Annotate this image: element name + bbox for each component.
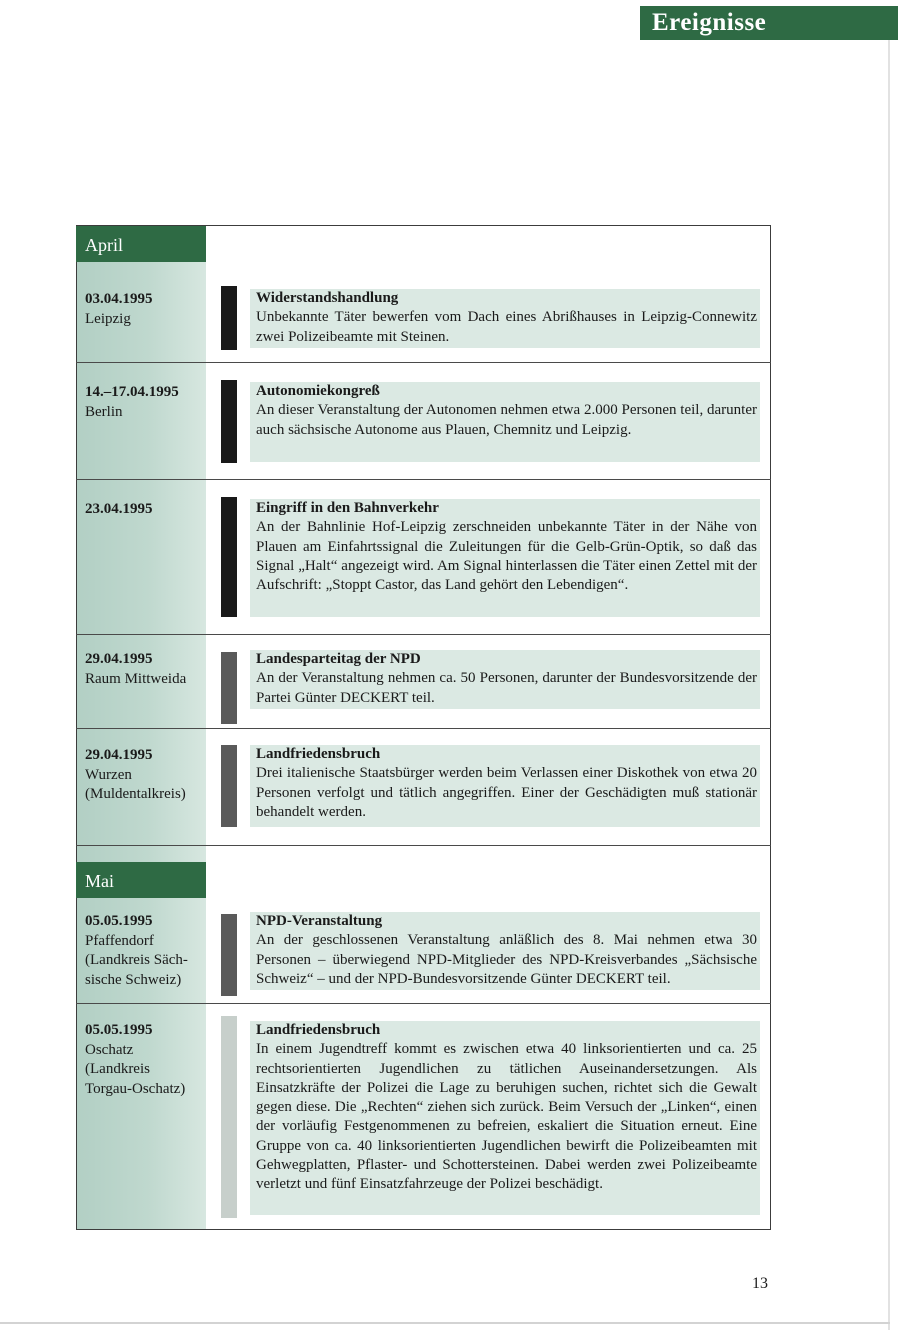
event-date-cell	[85, 912, 203, 990]
event-place: Raum Mittweida	[85, 670, 187, 687]
event-place: Torgau-Oschatz)	[85, 1080, 186, 1097]
event-title: Eingriff in den Bahnverkehr	[256, 500, 439, 516]
event-date-cell	[85, 746, 203, 805]
page-number: 13	[752, 1275, 768, 1292]
event-date-cell	[85, 383, 203, 422]
event-title: Landesparteitag der NPD	[256, 651, 421, 667]
page-edge-rule	[888, 40, 890, 1330]
event-date: 29.04.1995	[85, 747, 153, 763]
event-title: Landfriedensbruch	[256, 1022, 381, 1038]
event-marker-bar	[221, 652, 237, 724]
event-place: (Landkreis Säch-	[85, 952, 188, 968]
event-date-cell	[85, 1021, 203, 1099]
event-text: Drei italienische Staatsbürger werden beim Verlassen einer Diskothek von etwa 20 Personen verfolgt und tätlich angegriffen. Einer der Geschädigten muß stationär behandelt werden.	[256, 765, 757, 820]
event-place: Wurzen	[85, 766, 132, 783]
event-entry	[250, 289, 760, 348]
event-date: 05.05.1995	[85, 1022, 153, 1038]
event-place: (Muldentalkreis)	[85, 786, 186, 802]
event-marker-bar	[221, 497, 237, 617]
row-separator	[76, 634, 771, 635]
event-marker-bar	[221, 914, 237, 996]
event-entry	[250, 499, 760, 617]
event-text: An der Bahnlinie Hof-Leipzig zerschneiden unbekannte Täter in der Nähe von Plauen am Einfahrtssignal die Zuleitungen für die Gelb-Grün-Optik, so daß das Signal „Halt“ angezeigt wird. Am Signal hinterlassen die Täter einen Zettel mit der Aufschrift: „Stoppt Castor, das Land gehört den Lebendigen“.	[256, 519, 757, 594]
event-place: (Landkreis	[85, 1061, 150, 1077]
event-place: Berlin	[85, 403, 123, 420]
event-date: 29.04.1995	[85, 651, 153, 667]
event-date: 03.04.1995	[85, 291, 153, 307]
event-text: Unbekannte Täter bewerfen vom Dach eines Abrißhauses in Leipzig-Connewitz zwei Polizeibeamte mit Steinen.	[256, 309, 757, 345]
event-title: Landfriedensbruch	[256, 746, 381, 762]
event-entry	[250, 382, 760, 462]
event-marker-bar	[221, 286, 237, 350]
month-heading-mai: Mai	[76, 862, 206, 898]
event-text: An der Veranstaltung nehmen ca. 50 Personen, darunter der Bundesvorsitzende der Partei Günter DECKERT teil.	[256, 670, 757, 706]
event-text: An dieser Veranstaltung der Autonomen nehmen etwa 2.000 Personen teil, darunter auch sächsische Autonome aus Plauen, Chemnitz und Leipzig.	[256, 402, 757, 438]
event-date-cell	[85, 650, 203, 689]
event-entry	[250, 745, 760, 827]
event-entry	[250, 1021, 760, 1215]
event-place: Leipzig	[85, 310, 131, 327]
event-place: Oschatz	[85, 1041, 134, 1058]
event-title: Widerstandshandlung	[256, 290, 399, 306]
event-title: NPD-Veranstaltung	[256, 913, 383, 929]
event-marker-bar	[221, 745, 237, 827]
event-text: An der geschlossenen Veranstaltung anläßlich des 8. Mai nehmen etwa 30 Personen – überwiegend NPD-Mitglieder des NPD-Kreisverbandes „Sächsische Schweiz“ – und der NPD-Bundesvorsitzende Günter DECKERT teil.	[256, 932, 757, 987]
event-place: Pfaffendorf	[85, 932, 154, 949]
bottom-rule	[0, 1322, 890, 1324]
event-title: Autonomiekongreß	[256, 383, 380, 399]
section-header-tab: Ereignisse	[640, 6, 898, 40]
row-separator	[76, 479, 771, 480]
row-separator	[76, 362, 771, 363]
event-date: 14.–17.04.1995	[85, 384, 179, 400]
event-date-cell	[85, 290, 203, 329]
event-marker-bar	[221, 380, 237, 463]
event-date: 23.04.1995	[85, 501, 153, 517]
row-separator	[76, 728, 771, 729]
event-place: sische Schweiz)	[85, 971, 182, 988]
event-marker-bar	[221, 1016, 237, 1218]
event-text: In einem Jugendtreff kommt es zwischen etwa 40 linksorientierten und ca. 25 rechtsorientierten Jugendlichen zu tätlichen Auseinandersetzungen. Als Einsatzkräfte der Polizei die Lage zu beruhigen suchen, richtet sich die Gewalt gegen diese. Die „Rechten“ ziehen sich zurück. Beim Versuch der „Linken“, einen der vorläufig Festgenommenen zu befreien, eskaliert die Situation erneut. Eine Gruppe von ca. 40 linksorientierten Jugendlichen bewirft die Polizeibeamten mit Gehwegplatten, Pflaster- und Schottersteinen. Dabei werden zwei Polizeibeamte verletzt und fünf Einsatzfahrzeuge der Polizei beschädigt.	[256, 1041, 757, 1193]
row-separator	[76, 845, 771, 846]
row-separator	[76, 1003, 771, 1004]
event-entry	[250, 912, 760, 990]
event-entry	[250, 650, 760, 709]
event-date-cell	[85, 500, 203, 520]
month-heading-april: April	[76, 226, 206, 262]
event-date: 05.05.1995	[85, 913, 153, 929]
